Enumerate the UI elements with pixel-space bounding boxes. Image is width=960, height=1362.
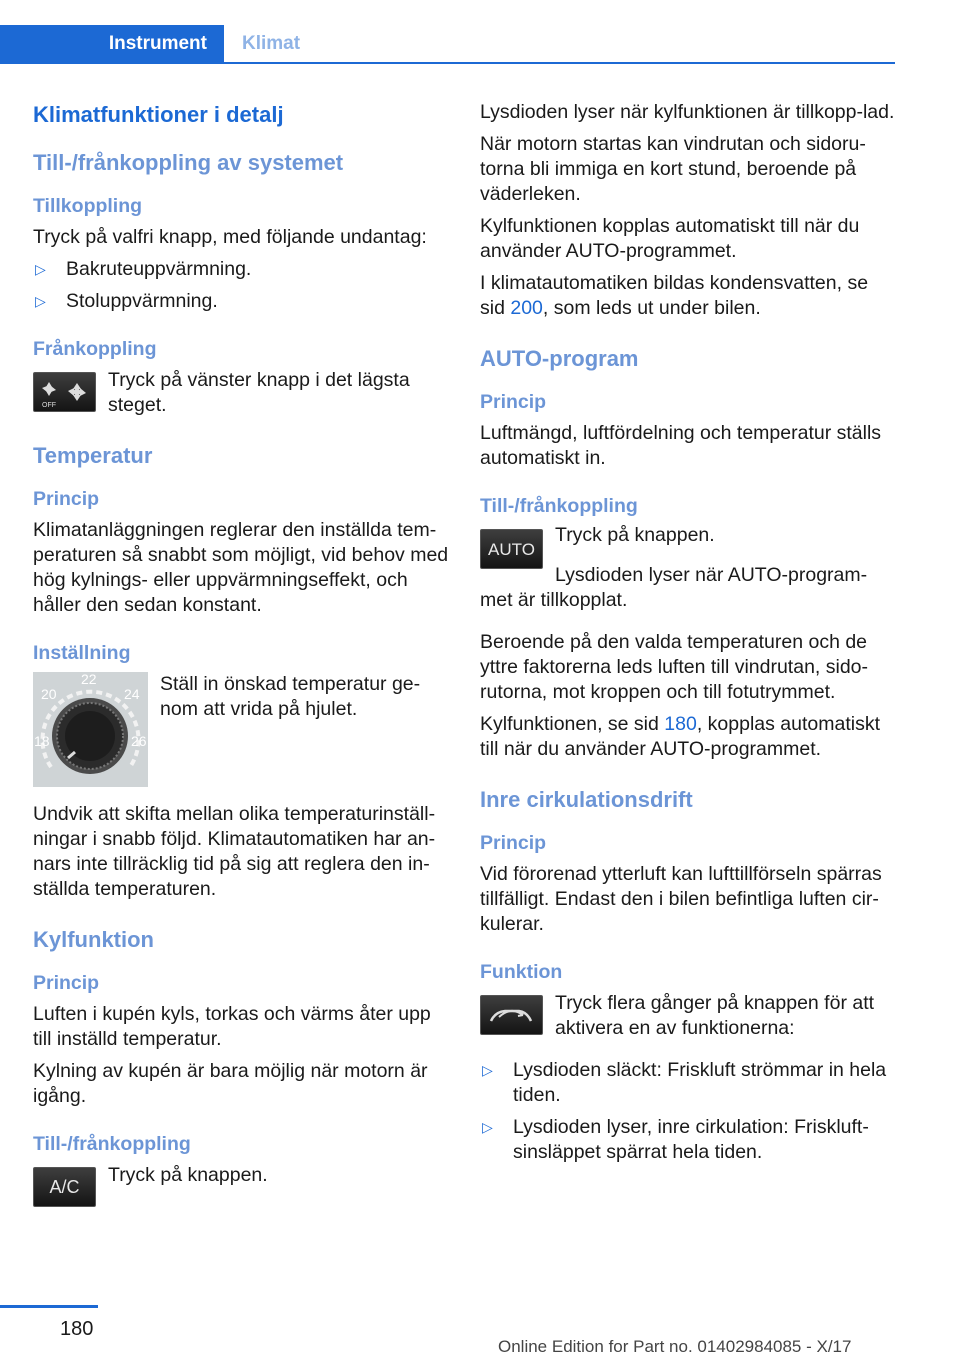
subsection-tillkoppling: Tillkoppling bbox=[33, 195, 143, 217]
tab-instrument[interactable]: Instrument bbox=[0, 25, 224, 62]
kyl-text-1: Luften i kupén kyls, torkas och värms åter upp till inställd temperatur. bbox=[33, 1003, 431, 1050]
subsection-princip: Princip bbox=[33, 488, 100, 510]
auto-fig-text-2: Lysdioden lyser när AUTO-program‐met är tillkopplat. bbox=[480, 564, 868, 611]
right-column bbox=[480, 100, 898, 1172]
luft-text: Beroende på den valda temperaturen och de yttre faktorerna leds luften till vindrutan, sido‐rutorna, mot kroppen och till fotutrymmet. bbox=[480, 631, 869, 703]
subsection-princip: Princip bbox=[480, 832, 547, 854]
subsection-installning: Inställning bbox=[33, 642, 131, 664]
tillkoppling-text: Tryck på valfri knapp, med följande undantag: bbox=[33, 226, 427, 248]
page-link-200[interactable]: 200 bbox=[510, 297, 543, 319]
immiga-text: När motorn startas kan vindrutan och sidoru‐torna bli immiga en kort stund, beroende på väderleken. bbox=[480, 133, 866, 205]
auto-princip-text: Luftmängd, luftfördelning och temperatur ställs automatiskt in. bbox=[480, 422, 882, 469]
svg-text:18: 18 bbox=[34, 733, 50, 749]
subsection-frankoppling: Frånkoppling bbox=[33, 338, 157, 360]
kondens-text: I klimatautomatiken bildas kondensvatten, se sid 200, som leds ut under bilen. bbox=[480, 272, 869, 319]
subsection-till-frankoppling: Till-/frånkoppling bbox=[33, 1133, 191, 1155]
list-item: ▷ Stoluppvärmning. bbox=[35, 290, 218, 312]
undvik-text: Undvik att skifta mellan olika temperaturinställ‐ningar i snabb följd. Klimatautomatiken har an‐nars inte tillräcklig tid på sig att reglera den in‐ställda temperaturen. bbox=[33, 803, 436, 900]
installning-text: Ställ in önskad temperatur ge‐nom att vrida på hjulet. bbox=[160, 673, 421, 720]
triangle-bullet-icon: ▷ bbox=[482, 1062, 493, 1078]
subsection-funktion: Funktion bbox=[480, 961, 563, 983]
footer-accent-line bbox=[0, 1305, 98, 1308]
ac-figure bbox=[33, 1163, 451, 1207]
funktion-text: Tryck flera gånger på knappen för att aktivera en av funktionerna: bbox=[555, 992, 875, 1039]
inre-princip-text: Vid förorenad ytterluft kan lufttillförseln spärras tillfälligt. Endast den i bilen befintliga luften cir‐kulerar. bbox=[480, 863, 882, 935]
kyl-text-2: Kylning av kupén är bara möjlig när motorn är igång. bbox=[33, 1060, 428, 1107]
kyl-led-text: Lysdioden lyser när kylfunktionen är tillkopp‐lad. bbox=[480, 101, 895, 123]
svg-text:24: 24 bbox=[124, 686, 140, 702]
recirculation-button-icon bbox=[480, 995, 543, 1035]
auto-fig-text-1: Tryck på knappen. bbox=[555, 524, 715, 546]
svg-text:22: 22 bbox=[81, 672, 97, 687]
funktion-bullets bbox=[480, 1058, 898, 1165]
auto-button-icon: AUTO bbox=[480, 529, 543, 569]
edition-text: Online Edition for Part no. 01402984085 - X/17 bbox=[498, 1337, 852, 1356]
section-title-temperatur: Temperatur bbox=[33, 443, 153, 468]
triangle-bullet-icon: ▷ bbox=[35, 261, 46, 277]
subsection-till-frankoppling: Till-/frånkoppling bbox=[480, 495, 638, 517]
list-item: ▷ Lysdioden släckt: Friskluft strömmar in hela tiden. bbox=[482, 1059, 887, 1106]
fan-off-button-icon bbox=[33, 372, 96, 412]
installning-figure bbox=[33, 672, 451, 787]
temperature-dial-icon bbox=[33, 672, 148, 787]
tillkoppling-bullets bbox=[33, 257, 451, 314]
section-title-auto: AUTO-program bbox=[480, 346, 639, 371]
ac-button-icon: A/C bbox=[33, 1167, 96, 1207]
temp-princip-text: Klimatanläggningen reglerar den inställda tem‐peraturen så snabbt som möjligt, vid behov med hög kylnings- eller uppvärmningseffekt, och håller den sedan konstant. bbox=[33, 519, 449, 616]
left-column bbox=[33, 100, 451, 1214]
chapter-title: Klimatfunktioner i detalj bbox=[33, 102, 284, 127]
subsection-princip: Princip bbox=[33, 972, 100, 994]
section-title-kylfunktion: Kylfunktion bbox=[33, 927, 154, 952]
tab-klimat[interactable]: Klimat bbox=[242, 33, 301, 54]
svg-text:OFF: OFF bbox=[42, 402, 56, 409]
ac-text: Tryck på knappen. bbox=[108, 1164, 268, 1186]
svg-text:20: 20 bbox=[41, 686, 57, 702]
triangle-bullet-icon: ▷ bbox=[482, 1119, 493, 1135]
section-title-inre: Inre cirkulationsdrift bbox=[480, 787, 693, 812]
page-number: 180 bbox=[60, 1318, 94, 1340]
page-link-180[interactable]: 180 bbox=[664, 713, 697, 735]
kyl-auto-text: Kylfunktionen kopplas automatiskt till när du använder AUTO-programmet. bbox=[480, 215, 860, 262]
recirculation-figure bbox=[480, 991, 898, 1041]
list-item: ▷ Lysdioden lyser, inre cirkulation: Friskluft‐sinsläppet spärrat hela tiden. bbox=[482, 1116, 869, 1163]
frankoppling-text: Tryck på vänster knapp i det lägsta steget. bbox=[108, 369, 410, 416]
svg-text:26: 26 bbox=[131, 733, 147, 749]
section-title-system: Till-/frånkoppling av systemet bbox=[33, 150, 344, 175]
header-tabbar bbox=[0, 25, 895, 64]
kyl-ref-text: Kylfunktionen, se sid 180, kopplas automatiskt till när du använder AUTO-programmet. bbox=[480, 713, 881, 760]
triangle-bullet-icon: ▷ bbox=[35, 293, 46, 309]
frankoppling-figure bbox=[33, 368, 451, 418]
list-item: ▷ Bakruteuppvärmning. bbox=[35, 258, 252, 280]
subsection-princip: Princip bbox=[480, 391, 547, 413]
